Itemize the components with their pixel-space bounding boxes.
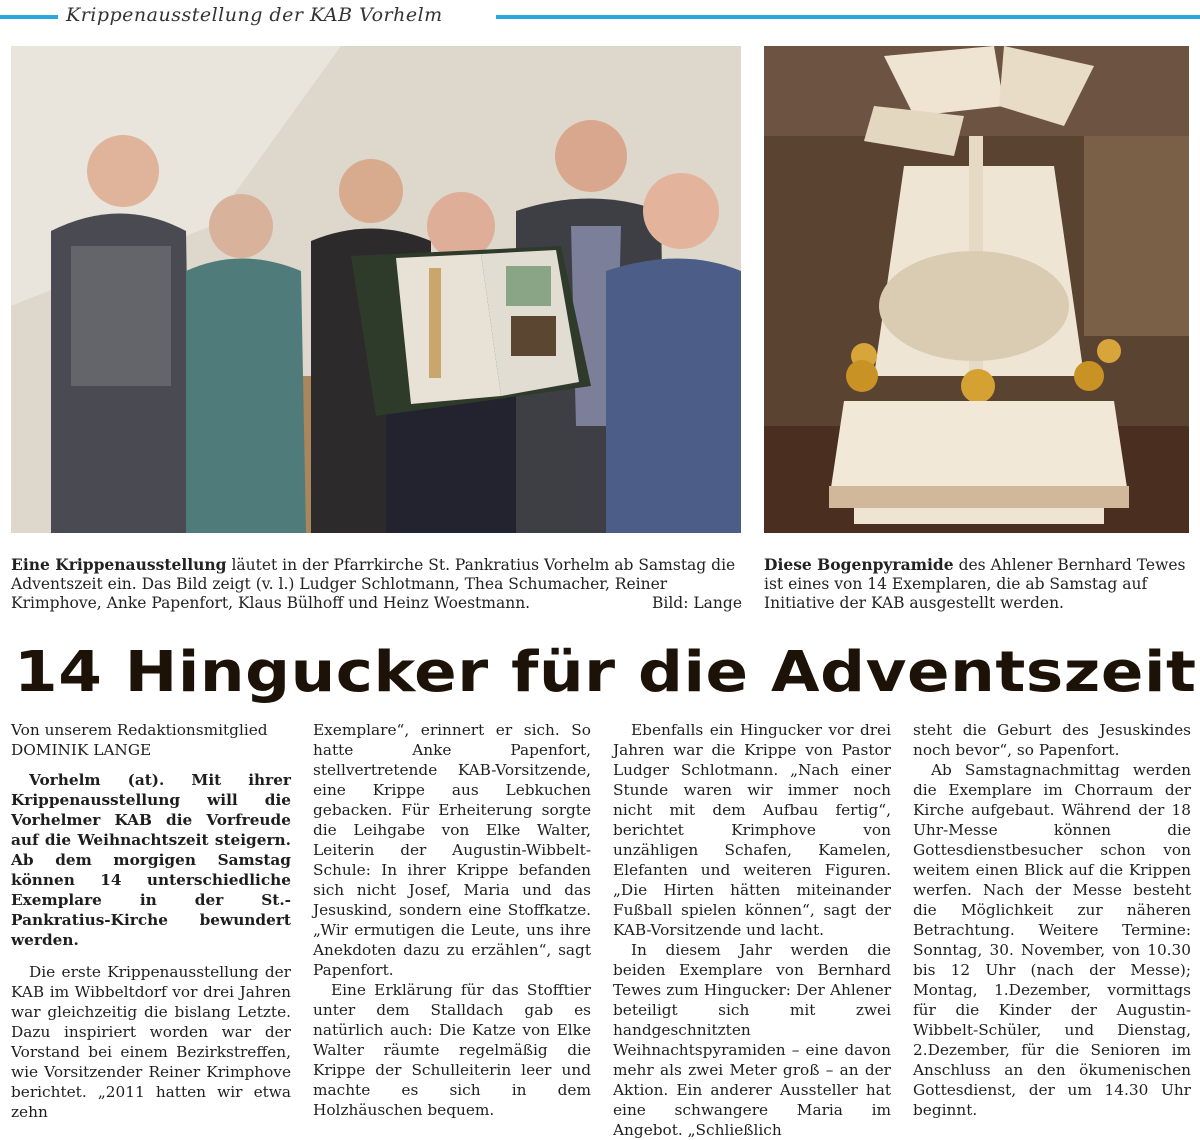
article-column-3 bbox=[613, 720, 891, 1140]
section-kicker: Krippenausstellung der KAB Vorhelm bbox=[66, 4, 443, 26]
article-paragraph: In diesem Jahr werden die beiden Exemplare von Bernhard Tewes zum Hingucker: Der Ahlener beteiligt sich mit zwei handgeschnitzten Weihnachtspyramiden – eine davon mehr als zwei Meter groß – an der Aktion. Ein anderer Aussteller hat eine schwangere Maria im Angebot. „Schließlich bbox=[613, 941, 891, 1139]
caption-body: läutet in der Pfarrkirche St. Pankratius Vorhelm ab Samstag die Adventszeit ein. Das Bild zeigt (v. l.) Ludger Schlotmann, Thea Schumacher, Reiner Krimphove, Anke Papenfort, Klaus Bülhoff und Heinz Woestmann. bbox=[11, 556, 736, 612]
pyramid-photo bbox=[764, 46, 1189, 533]
accent-rule-right bbox=[496, 15, 1200, 19]
caption-body: des Ahlener Bernhard Tewes ist eines von 14 Exemplaren, die ab Samstag auf Initiative der KAB ausgestellt werden. bbox=[764, 556, 1186, 612]
article-column-4 bbox=[913, 720, 1191, 1120]
photo-credit: Bild: Lange bbox=[652, 594, 742, 612]
pyramid-photo-caption bbox=[764, 555, 1190, 613]
byline-role: Von unserem Redaktionsmitglied bbox=[11, 721, 268, 739]
article-paragraph: Ebenfalls ein Hingucker vor drei Jahren war die Krippe von Pastor Ludger Schlotmann. „Nach einer Stunde waren wir immer noch nicht mit dem Aufbau fertig“, berichtet Krimphove von unzähligen Schafen, Kamelen, Elefanten und weiteren Figuren. „Die Hirten hätten miteinander Fußball spielen können“, sagt der KAB-Vorsitzende und lacht. bbox=[613, 721, 891, 939]
article-paragraph: Exemplare“, erinnert er sich. So hatte Anke Papenfort, stellvertretende KAB-Vorsitzende, eine Krippe aus Lebkuchen gebacken. Für Erheiterung sorgte die Leihgabe von Elke Walter, Leiterin der Augustin-Wibbelt-Schule: In ihrer Krippe befanden sich nicht Josef, Maria und das Jesuskind, sondern eine Stoffkatze. „Wir ermutigen die Leute, uns ihre Anekdoten dazu zu erzählen“, sagt Papenfort. bbox=[313, 721, 591, 979]
article-headline: 14 Hingucker für die Adventszeit bbox=[14, 640, 1197, 705]
group-photo-caption bbox=[11, 555, 742, 613]
article-paragraph: Die erste Krippenausstellung der KAB im Wibbeltdorf vor drei Jahren war gleichzeitig die bislang Letzte. Dazu inspiriert worden war der Vorstand bei einem Bezirkstreffen, wie Vorsitzender Reiner Krimphove berichtet. „2011 hatten wir etwa zehn bbox=[11, 963, 291, 1121]
article-paragraph: Eine Erklärung für das Stofftier unter dem Stalldach gab es natürlich auch: Die Katze von Elke Walter räumte regelmäßig die Krippe der Schulleiterin leer und machte es sich in dem Holzhäuschen bequem. bbox=[313, 981, 591, 1119]
caption-lead: Diese Bogenpyramide bbox=[764, 555, 954, 574]
article-column-1 bbox=[11, 720, 291, 1122]
article-column-2 bbox=[313, 720, 591, 1120]
article-paragraph: Ab Samstagnachmittag werden die Exemplare im Chorraum der Kirche aufgebaut. Während der 18 Uhr-Messe können die Gottesdienstbesucher schon von weitem einen Blick auf die Krippen werfen. Nach der Messe besteht die Möglichkeit zur näheren Betrachtung. Weitere Termine: Sonntag, 30. November, von 10.30 bis 12 Uhr (nach der Messe); Montag, 1.Dezember, vormittags für die Kinder der Augustin-Wibbelt-Schüler, und Dienstag, 2.Dezember, für die Senioren im Anschluss an den ökumenischen Gottesdienst, der um 14.30 Uhr beginnt. bbox=[913, 761, 1191, 1119]
caption-lead: Eine Krippenausstellung bbox=[11, 555, 227, 574]
section-header bbox=[0, 0, 1200, 34]
accent-rule-left bbox=[0, 15, 58, 19]
article-paragraph: steht die Geburt des Jesuskindes noch bevor“, so Papenfort. bbox=[913, 721, 1191, 759]
group-photo bbox=[11, 46, 741, 533]
article-lead: Vorhelm (at). Mit ihrer Krippenausstellung will die Vorhelmer KAB die Vorfreude auf die Weihnachtszeit steigern. Ab dem morgigen Samstag können 14 unterschiedliche Exemplare in der St.-Pankratius-Kirche bewundert werden. bbox=[11, 771, 291, 949]
byline-author: DOMINIK LANGE bbox=[11, 741, 152, 759]
